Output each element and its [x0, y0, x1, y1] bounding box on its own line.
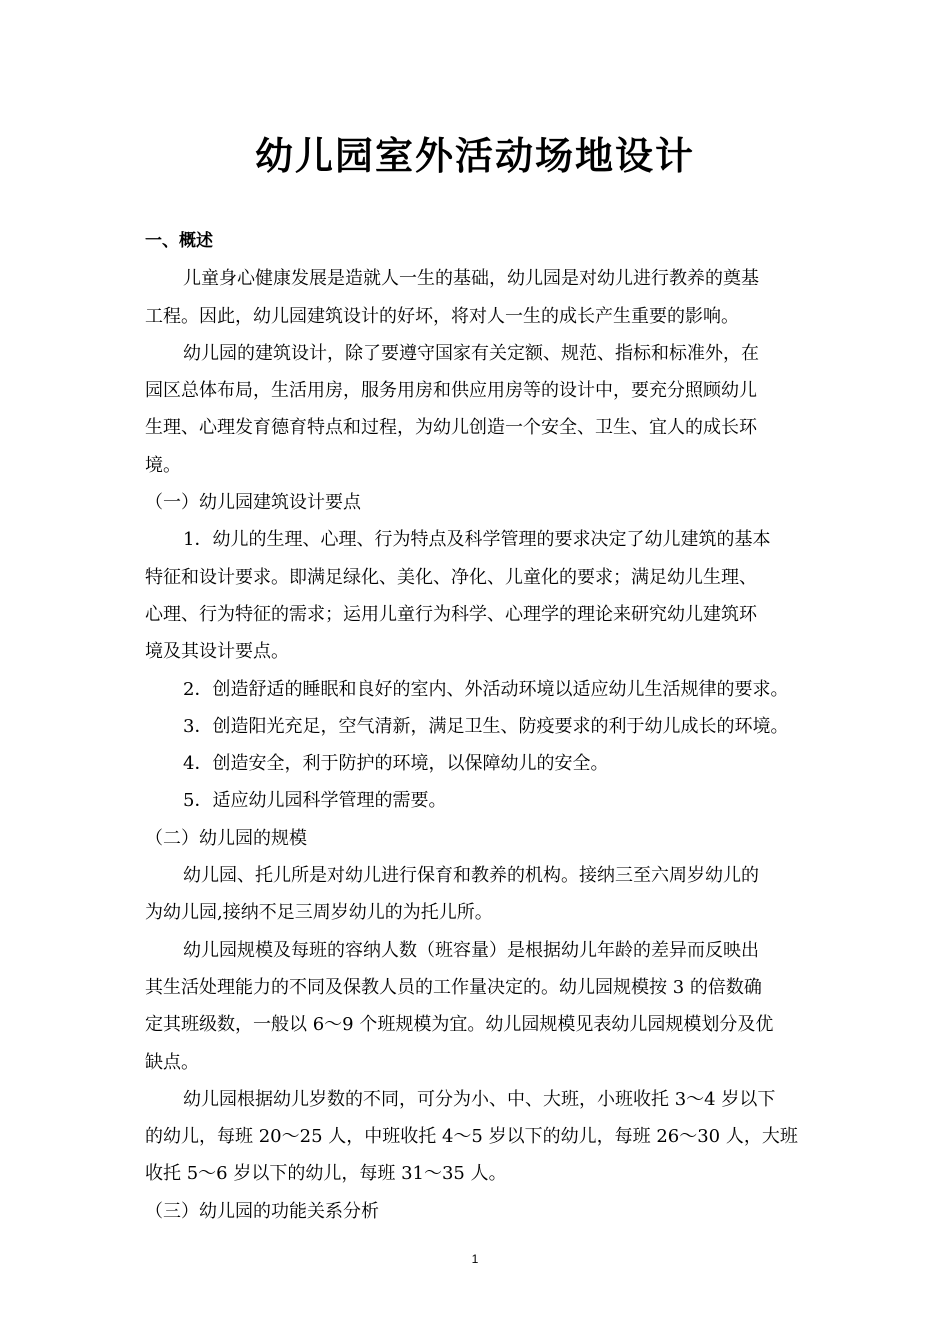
page-number: 1: [471, 1252, 479, 1266]
text-line: （二）幼儿园的规模: [145, 827, 307, 849]
text-line: 特征和设计要求。即满足绿化、美化、净化、儿童化的要求；满足幼儿生理、: [145, 566, 757, 588]
document-body: [145, 223, 817, 1230]
text-line: （一）幼儿园建筑设计要点: [145, 492, 361, 514]
text-line: 境及其设计要点。: [145, 641, 289, 663]
text-line: 其生活处理能力的不同及保教人员的工作量决定的。幼儿园规模按 3 的倍数确: [145, 976, 762, 998]
text-line: 4．创造安全，利于防护的环境，以保障幼儿的安全。: [183, 753, 609, 775]
section-heading: 一、概述: [145, 231, 213, 251]
text-line: 1．幼儿的生理、心理、行为特点及科学管理的要求决定了幼儿建筑的基本: [183, 529, 771, 551]
text-line: 5．适应幼儿园科学管理的需要。: [183, 790, 447, 812]
text-line: 幼儿园规模及每班的容纳人数（班容量）是根据幼儿年龄的差异而反映出: [183, 939, 759, 961]
text-line: 儿童身心健康发展是造就人一生的基础，幼儿园是对幼儿进行教养的奠基: [183, 268, 759, 290]
text-line: 缺点。: [145, 1051, 199, 1073]
text-line: 收托 5～6 岁以下的幼儿，每班 31～35 人。: [145, 1163, 507, 1185]
text-line: 心理、行为特征的需求；运用儿童行为科学、心理学的理论来研究幼儿建筑环: [145, 603, 757, 625]
text-line: （三）幼儿园的功能关系分析: [145, 1200, 379, 1222]
text-line: 为幼儿园,接纳不足三周岁幼儿的为托儿所。: [145, 902, 493, 924]
text-line: 幼儿园、托儿所是对幼儿进行保育和教养的机构。接纳三至六周岁幼儿的: [183, 865, 759, 887]
text-line: 幼儿园的建筑设计，除了要遵守国家有关定额、规范、指标和标准外，在: [183, 342, 759, 364]
document-title: 幼儿园室外活动场地设计: [254, 134, 695, 178]
text-line: 3．创造阳光充足，空气清新，满足卫生、防疫要求的利于幼儿成长的环境。: [183, 715, 789, 737]
text-line: 定其班级数，一般以 6～9 个班规模为宜。幼儿园规模见表幼儿园规模划分及优: [145, 1014, 774, 1036]
text-line: 幼儿园根据幼儿岁数的不同，可分为小、中、大班，小班收托 3～4 岁以下: [183, 1088, 776, 1110]
text-line: 的幼儿，每班 20～25 人，中班收托 4～5 岁以下的幼儿，每班 26～30 人，大班: [145, 1126, 798, 1148]
text-line: 工程。因此，幼儿园建筑设计的好坏，将对人一生的成长产生重要的影响。: [145, 305, 739, 327]
text-line: 生理、心理发育德育特点和过程，为幼儿创造一个安全、卫生、宜人的成长环: [145, 417, 757, 439]
text-line: 境。: [145, 454, 181, 476]
text-line: 园区总体布局，生活用房，服务用房和供应用房等的设计中，要充分照顾幼儿: [145, 380, 757, 402]
text-line: 2．创造舒适的睡眠和良好的室内、外活动环境以适应幼儿生活规律的要求。: [183, 678, 789, 700]
